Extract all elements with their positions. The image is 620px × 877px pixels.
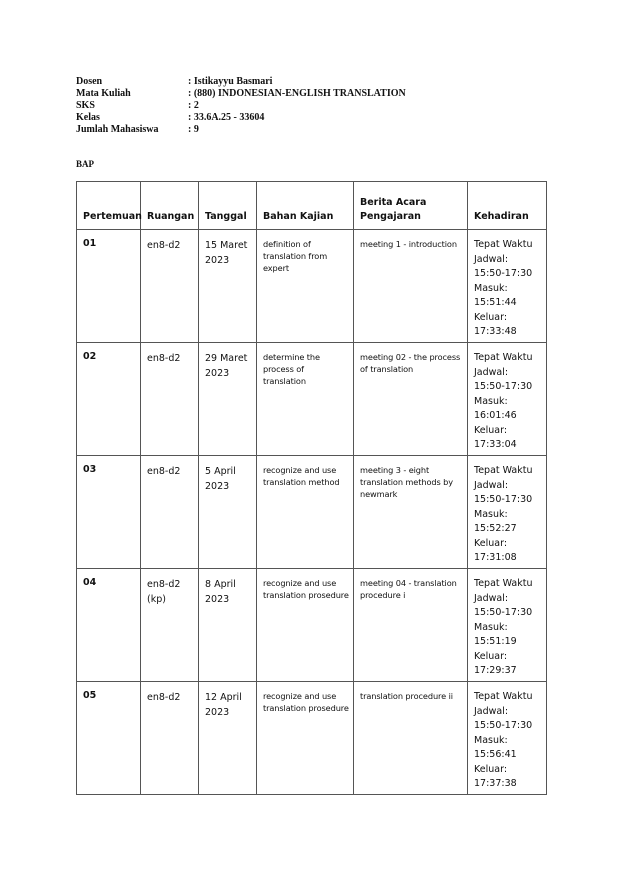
info-value: : 9	[188, 124, 199, 135]
table-header-row	[77, 182, 547, 230]
minutes-cell: meeting 1 - introduction	[354, 230, 468, 343]
minutes-cell: meeting 02 - the process of translation	[354, 343, 468, 456]
info-row-course	[76, 88, 406, 100]
column-header-room: Ruangan	[141, 182, 199, 230]
info-row-students	[76, 124, 406, 136]
meeting-number: 01	[77, 230, 141, 343]
check-out-time: 17:37:38	[474, 778, 517, 789]
minutes-cell: meeting 3 - eight translation methods by newmark	[354, 456, 468, 569]
table-row	[77, 230, 547, 343]
check-out-label: Keluar:	[474, 763, 508, 775]
column-header-minutes: Berita Acara Pengajaran	[354, 182, 468, 230]
column-header-date: Tanggal	[199, 182, 257, 230]
table-row	[77, 569, 547, 682]
schedule-time: 15:50-17:30	[474, 607, 533, 618]
minutes-cell: translation procedure ii	[354, 682, 468, 795]
info-label: Jumlah Mahasiswa	[76, 124, 159, 135]
course-info	[76, 76, 406, 136]
date-cell: 8 April 2023	[199, 569, 257, 682]
room-cell: en8-d2	[141, 343, 199, 456]
meeting-number: 03	[77, 456, 141, 569]
column-header-topic: Bahan Kajian	[257, 182, 354, 230]
meeting-number: 04	[77, 569, 141, 682]
check-out-time: 17:33:04	[474, 439, 517, 450]
date-cell: 29 Maret 2023	[199, 343, 257, 456]
topic-cell: determine the process of translation	[257, 343, 354, 456]
info-label: Dosen	[76, 76, 103, 87]
schedule-label: Jadwal:	[474, 592, 509, 604]
schedule-label: Jadwal:	[474, 705, 509, 717]
topic-cell: recognize and use translation prosedure	[257, 569, 354, 682]
topic-cell: recognize and use translation method	[257, 456, 354, 569]
schedule-label: Jadwal:	[474, 479, 509, 491]
date-cell: 5 April 2023	[199, 456, 257, 569]
check-in-time: 15:56:41	[474, 749, 517, 760]
check-out-label: Keluar:	[474, 311, 508, 323]
info-value: : Istikayyu Basmari	[188, 76, 273, 87]
meeting-number: 05	[77, 682, 141, 795]
info-label: Mata Kuliah	[76, 88, 131, 99]
check-out-time: 17:29:37	[474, 665, 517, 676]
attendance-cell	[468, 682, 547, 795]
info-label: SKS	[76, 100, 95, 111]
topic-cell: recognize and use translation prosedure	[257, 682, 354, 795]
schedule-time: 15:50-17:30	[474, 381, 533, 392]
check-in-label: Masuk:	[474, 395, 508, 407]
info-row-credits	[76, 100, 406, 112]
room-cell: en8-d2	[141, 682, 199, 795]
check-in-label: Masuk:	[474, 282, 508, 294]
column-header-meeting: Pertemuan	[77, 182, 141, 230]
topic-cell: definition of translation from expert	[257, 230, 354, 343]
schedule-time: 15:50-17:30	[474, 268, 533, 279]
column-header-attendance: Kehadiran	[468, 182, 547, 230]
date-cell: 15 Maret 2023	[199, 230, 257, 343]
attendance-cell	[468, 343, 547, 456]
check-in-time: 16:01:46	[474, 410, 517, 421]
check-in-time: 15:51:19	[474, 636, 517, 647]
info-value: : (880) INDONESIAN-ENGLISH TRANSLATION	[188, 88, 406, 99]
meeting-number: 02	[77, 343, 141, 456]
minutes-cell: meeting 04 - translation procedure i	[354, 569, 468, 682]
room-cell: en8-d2	[141, 456, 199, 569]
bap-table	[76, 181, 547, 795]
info-value: : 33.6A.25 - 33604	[188, 112, 265, 123]
attendance-cell	[468, 569, 547, 682]
attendance-status: Tepat Waktu	[474, 465, 533, 476]
info-row-lecturer	[76, 76, 406, 88]
schedule-time: 15:50-17:30	[474, 494, 533, 505]
section-title: BAP	[76, 159, 94, 169]
attendance-status: Tepat Waktu	[474, 239, 533, 250]
room-cell: en8-d2 (kp)	[141, 569, 199, 682]
schedule-label: Jadwal:	[474, 366, 509, 378]
check-in-label: Masuk:	[474, 508, 508, 520]
attendance-status: Tepat Waktu	[474, 578, 533, 589]
info-value: : 2	[188, 100, 199, 111]
check-in-time: 15:52:27	[474, 523, 517, 534]
table-row	[77, 343, 547, 456]
check-out-label: Keluar:	[474, 424, 508, 436]
schedule-time: 15:50-17:30	[474, 720, 533, 731]
check-out-label: Keluar:	[474, 537, 508, 549]
check-out-time: 17:31:08	[474, 552, 517, 563]
check-out-label: Keluar:	[474, 650, 508, 662]
check-in-time: 15:51:44	[474, 297, 517, 308]
info-row-class	[76, 112, 406, 124]
table-row	[77, 456, 547, 569]
room-cell: en8-d2	[141, 230, 199, 343]
attendance-status: Tepat Waktu	[474, 691, 533, 702]
date-cell: 12 April 2023	[199, 682, 257, 795]
check-out-time: 17:33:48	[474, 326, 517, 337]
info-label: Kelas	[76, 112, 100, 123]
schedule-label: Jadwal:	[474, 253, 509, 265]
check-in-label: Masuk:	[474, 621, 508, 633]
table-row	[77, 682, 547, 795]
check-in-label: Masuk:	[474, 734, 508, 746]
attendance-cell	[468, 456, 547, 569]
attendance-cell	[468, 230, 547, 343]
attendance-status: Tepat Waktu	[474, 352, 533, 363]
